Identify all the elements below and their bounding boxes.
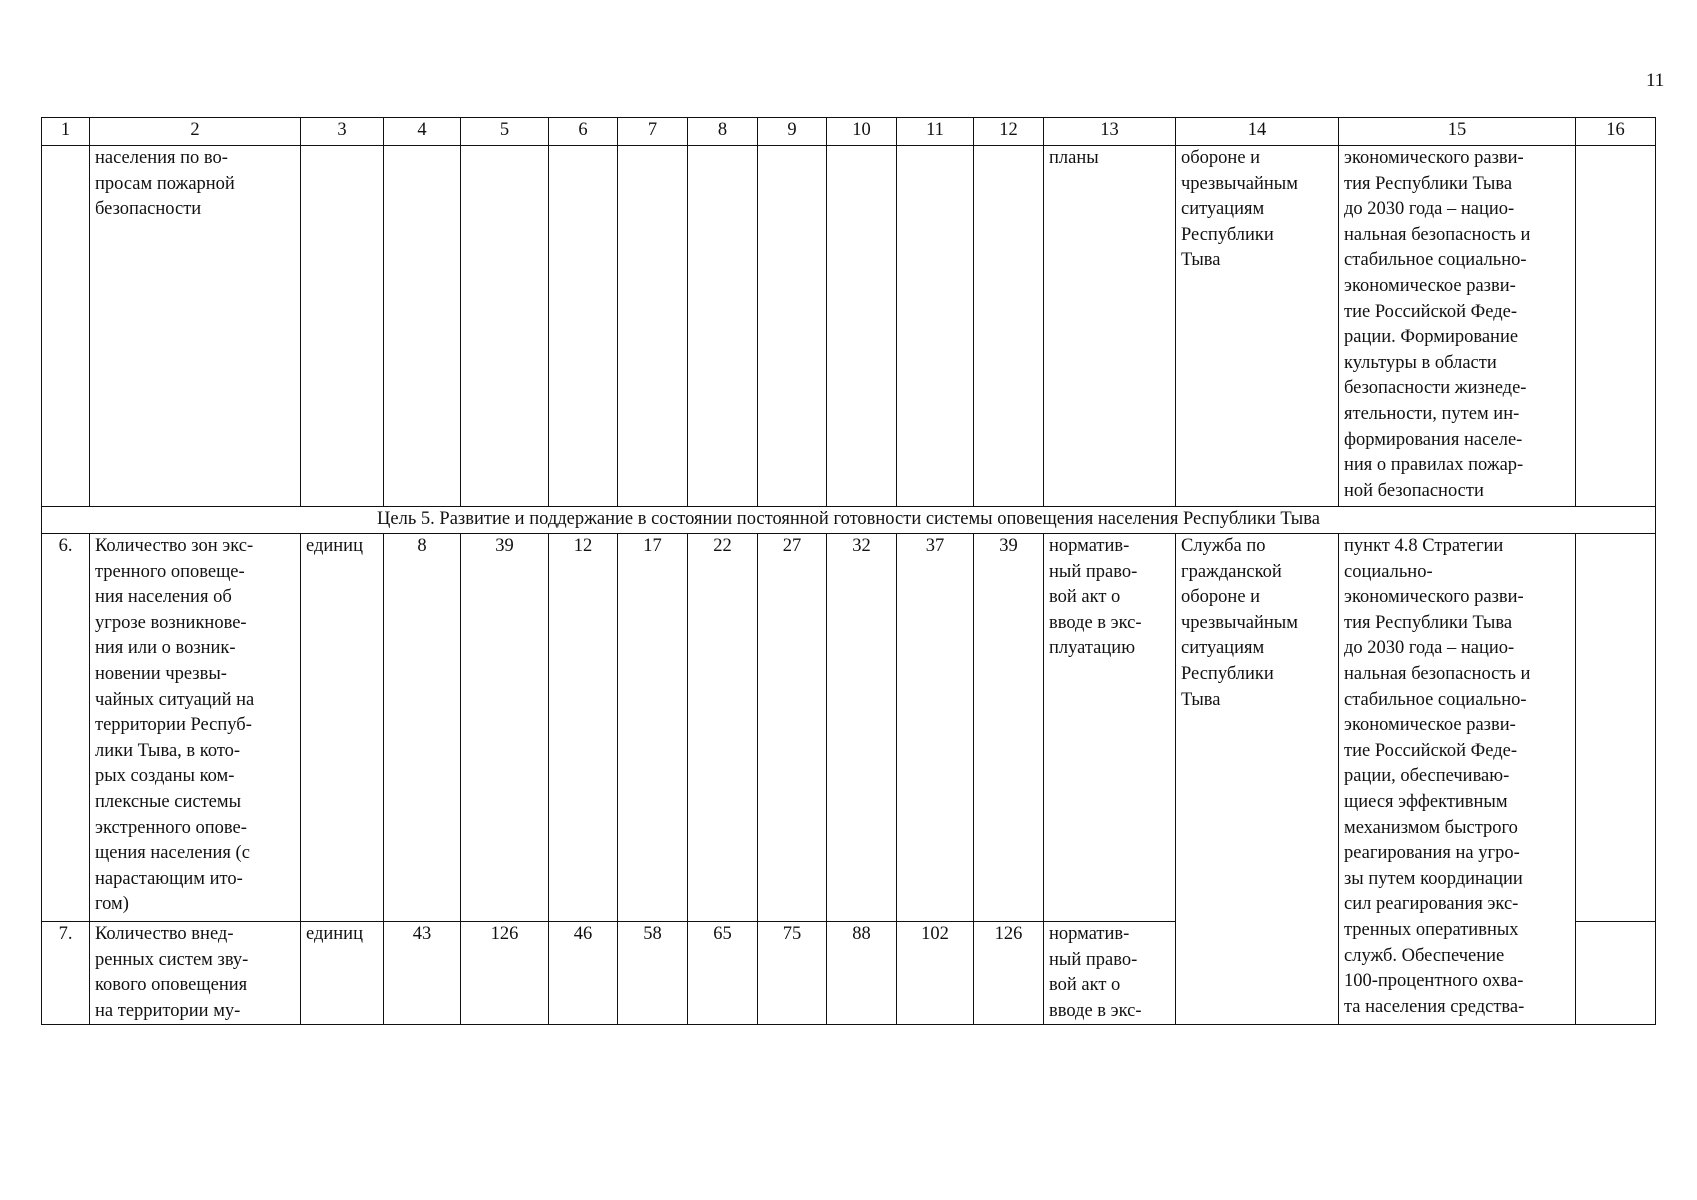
value-cell: 17 [618,534,688,922]
value-cell: 43 [384,922,461,1025]
value-cell: 39 [461,534,549,922]
unit-cell: единиц [301,534,384,922]
header-cell: 16 [1576,118,1656,146]
value-cell [758,146,827,507]
header-row [42,118,1656,146]
header-cell: 7 [618,118,688,146]
value-cell [549,146,618,507]
strategy-cell: пункт 4.8 Стратегии социально- экономического разви- тия Республики Тыва до 2030 года – нацио- нальная безопасность и стабильное социально- экономическое разви- тие Российской Феде- рации, обеспечиваю- щиеся эффективным механизмом быстрого реагирования на угро- зы путем координации сил реагирования экс- тренных оперативных служб. Обеспечение 100-процентного охва- та населения средства- [1339,534,1576,1025]
header-cell: 8 [688,118,758,146]
indicator-name-cell: населения по во- просам пожарной безопасности [90,146,301,507]
header-cell: 10 [827,118,897,146]
value-cell [618,146,688,507]
value-cell: 12 [549,534,618,922]
strategy-cell: экономического разви- тия Республики Тыва до 2030 года – нацио- нальная безопасность и стабильное социально- экономическое разви- тие Российской Феде- рации. Формирование культуры в области безопасности жизнеде- ятельности, путем ин- формирования населе- ния о правилах пожар- ной безопасности [1339,146,1576,507]
value-cell [384,146,461,507]
value-cell [974,146,1044,507]
value-cell: 126 [461,922,549,1025]
value-cell: 126 [974,922,1044,1025]
value-cell: 58 [618,922,688,1025]
value-cell [461,146,549,507]
value-cell: 37 [897,534,974,922]
header-cell: 13 [1044,118,1176,146]
value-cell: 39 [974,534,1044,922]
value-cell: 46 [549,922,618,1025]
goal-heading: Цель 5. Развитие и поддержание в состоянии постоянной готовности системы оповещения населения Республики Тыва [42,507,1656,534]
document-cell: норматив- ный право- вой акт о вводе в экс- плуатацию [1044,534,1176,922]
value-cell: 88 [827,922,897,1025]
header-cell: 3 [301,118,384,146]
header-cell: 9 [758,118,827,146]
row-number-cell: 7. [42,922,90,1025]
value-cell: 102 [897,922,974,1025]
row-number-cell: 6. [42,534,90,922]
header-cell: 4 [384,118,461,146]
value-cell: 8 [384,534,461,922]
header-cell: 12 [974,118,1044,146]
value-cell: 32 [827,534,897,922]
indicator-name-cell: Количество зон экс- тренного оповеще- ния населения об угрозе возникнове- ния или о возник- новении чрезвы- чайных ситуаций на территории Респуб- лики Тыва, в кото- рых созданы ком- плексные системы экстренного опове- щения населения (с нарастающим ито- гом) [90,534,301,922]
header-cell: 2 [90,118,301,146]
header-cell: 5 [461,118,549,146]
value-cell: 27 [758,534,827,922]
header-cell: 1 [42,118,90,146]
document-cell: норматив- ный право- вой акт о вводе в экс- [1044,922,1176,1025]
header-cell: 15 [1339,118,1576,146]
note-cell [1576,922,1656,1025]
value-cell [897,146,974,507]
page-number: 11 [1646,70,1665,91]
indicator-name-cell: Количество внед- ренных систем зву- кового оповещения на территории му- [90,922,301,1025]
goal-row [42,507,1656,534]
header-cell: 11 [897,118,974,146]
value-cell: 75 [758,922,827,1025]
value-cell: 65 [688,922,758,1025]
indicators-table [41,117,1656,1025]
value-cell [827,146,897,507]
value-cell: 22 [688,534,758,922]
table-row-continuation [42,146,1656,507]
table-row-6 [42,534,1656,922]
note-cell [1576,534,1656,922]
responsible-cell: обороне и чрезвычайным ситуациям Республики Тыва [1176,146,1339,507]
header-cell: 14 [1176,118,1339,146]
unit-cell: единиц [301,922,384,1025]
note-cell [1576,146,1656,507]
value-cell [688,146,758,507]
header-cell: 6 [549,118,618,146]
document-cell: планы [1044,146,1176,507]
responsible-cell: Служба по гражданской обороне и чрезвычайным ситуациям Республики Тыва [1176,534,1339,1025]
unit-cell [301,146,384,507]
row-number-cell [42,146,90,507]
